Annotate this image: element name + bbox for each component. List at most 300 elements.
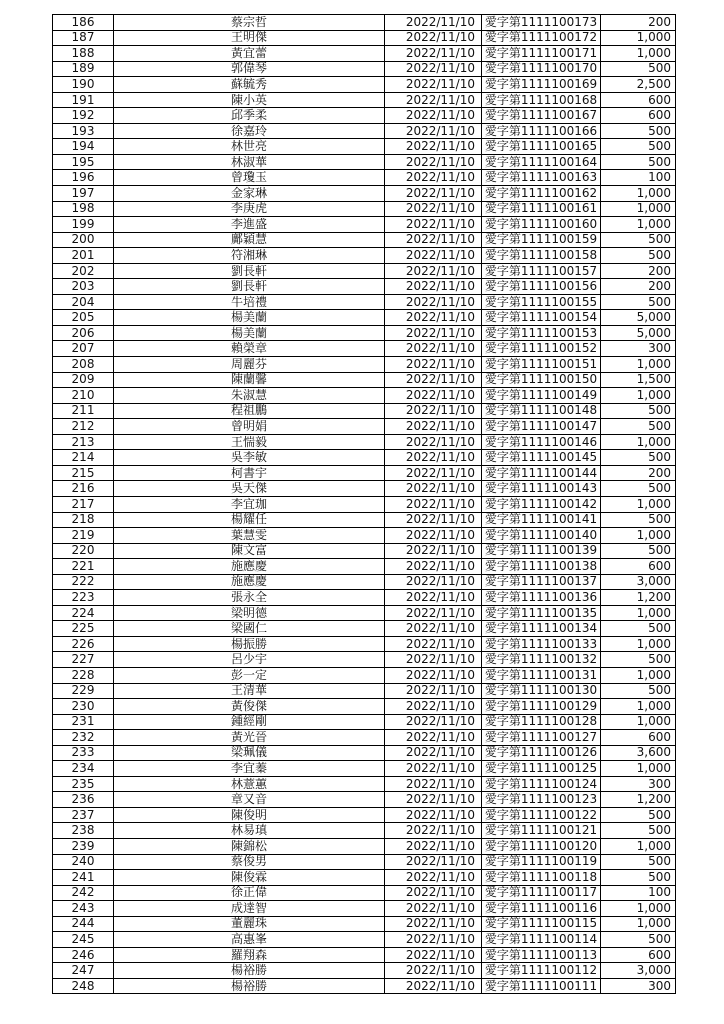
table-row [53, 807, 676, 823]
table-row [53, 590, 676, 606]
donor-name: 曾瓊玉 [114, 170, 385, 186]
table-row [53, 46, 676, 62]
row-number: 230 [53, 699, 114, 715]
receipt-number: 愛字第1111100168 [482, 92, 601, 108]
receipt-number: 愛字第1111100115 [482, 916, 601, 932]
table-row [53, 294, 676, 310]
row-number: 187 [53, 30, 114, 46]
donor-name: 高惠峯 [114, 932, 385, 948]
donation-date: 2022/11/10 [385, 528, 482, 544]
receipt-number: 愛字第1111100153 [482, 325, 601, 341]
receipt-number: 愛字第1111100137 [482, 574, 601, 590]
donation-date: 2022/11/10 [385, 870, 482, 886]
table-row [53, 77, 676, 93]
donation-date: 2022/11/10 [385, 450, 482, 466]
donation-amount: 1,200 [601, 792, 676, 808]
donation-date: 2022/11/10 [385, 652, 482, 668]
donation-date: 2022/11/10 [385, 217, 482, 233]
donation-amount: 500 [601, 481, 676, 497]
donor-name: 黃俊傑 [114, 699, 385, 715]
donation-amount: 100 [601, 170, 676, 186]
row-number: 237 [53, 807, 114, 823]
receipt-number: 愛字第1111100161 [482, 201, 601, 217]
table-row [53, 838, 676, 854]
donor-name: 吳天傑 [114, 481, 385, 497]
row-number: 191 [53, 92, 114, 108]
donation-table-body [53, 15, 676, 994]
row-number: 210 [53, 388, 114, 404]
donation-date: 2022/11/10 [385, 294, 482, 310]
donation-amount: 200 [601, 263, 676, 279]
donation-date: 2022/11/10 [385, 372, 482, 388]
donation-date: 2022/11/10 [385, 139, 482, 155]
row-number: 229 [53, 683, 114, 699]
receipt-number: 愛字第1111100158 [482, 248, 601, 264]
donor-name: 王惴毅 [114, 434, 385, 450]
donor-name: 董麗珠 [114, 916, 385, 932]
donation-amount: 500 [601, 139, 676, 155]
donor-name: 朱淑慧 [114, 388, 385, 404]
row-number: 222 [53, 574, 114, 590]
table-row [53, 186, 676, 202]
donation-date: 2022/11/10 [385, 667, 482, 683]
donation-date: 2022/11/10 [385, 776, 482, 792]
row-number: 233 [53, 745, 114, 761]
donor-name: 鄺穎慧 [114, 232, 385, 248]
row-number: 215 [53, 465, 114, 481]
table-row [53, 357, 676, 373]
donor-name: 張永全 [114, 590, 385, 606]
row-number: 234 [53, 761, 114, 777]
donor-name: 曾明娟 [114, 419, 385, 435]
donor-name: 吳李敏 [114, 450, 385, 466]
donation-amount: 3,600 [601, 745, 676, 761]
donation-date: 2022/11/10 [385, 823, 482, 839]
donor-name: 符湘琳 [114, 248, 385, 264]
receipt-number: 愛字第1111100116 [482, 901, 601, 917]
receipt-number: 愛字第1111100160 [482, 217, 601, 233]
table-row [53, 310, 676, 326]
donation-date: 2022/11/10 [385, 496, 482, 512]
receipt-number: 愛字第1111100140 [482, 528, 601, 544]
row-number: 220 [53, 543, 114, 559]
donation-amount: 500 [601, 403, 676, 419]
row-number: 211 [53, 403, 114, 419]
donor-name: 梁明德 [114, 605, 385, 621]
donation-date: 2022/11/10 [385, 901, 482, 917]
table-row [53, 761, 676, 777]
donation-date: 2022/11/10 [385, 310, 482, 326]
row-number: 213 [53, 434, 114, 450]
table-row [53, 543, 676, 559]
table-row [53, 683, 676, 699]
row-number: 221 [53, 559, 114, 575]
table-row [53, 465, 676, 481]
receipt-number: 愛字第1111100125 [482, 761, 601, 777]
donation-amount: 1,000 [601, 916, 676, 932]
receipt-number: 愛字第1111100166 [482, 123, 601, 139]
donation-date: 2022/11/10 [385, 92, 482, 108]
row-number: 200 [53, 232, 114, 248]
donor-name: 楊裕勝 [114, 963, 385, 979]
donation-date: 2022/11/10 [385, 854, 482, 870]
donation-amount: 500 [601, 512, 676, 528]
row-number: 236 [53, 792, 114, 808]
donor-name: 葉慧雯 [114, 528, 385, 544]
row-number: 195 [53, 154, 114, 170]
donation-date: 2022/11/10 [385, 46, 482, 62]
table-row [53, 963, 676, 979]
receipt-number: 愛字第1111100167 [482, 108, 601, 124]
donation-date: 2022/11/10 [385, 683, 482, 699]
donation-amount: 500 [601, 683, 676, 699]
row-number: 204 [53, 294, 114, 310]
donation-amount: 600 [601, 730, 676, 746]
row-number: 224 [53, 605, 114, 621]
donation-amount: 500 [601, 450, 676, 466]
table-row [53, 699, 676, 715]
donation-amount: 500 [601, 870, 676, 886]
table-row [53, 574, 676, 590]
receipt-number: 愛字第1111100164 [482, 154, 601, 170]
row-number: 209 [53, 372, 114, 388]
table-row [53, 279, 676, 295]
donor-name: 程祖鵬 [114, 403, 385, 419]
receipt-number: 愛字第1111100159 [482, 232, 601, 248]
donor-name: 陳錦松 [114, 838, 385, 854]
row-number: 228 [53, 667, 114, 683]
donor-name: 陳俊明 [114, 807, 385, 823]
receipt-number: 愛字第1111100156 [482, 279, 601, 295]
donation-amount: 500 [601, 932, 676, 948]
receipt-number: 愛字第1111100151 [482, 357, 601, 373]
receipt-number: 愛字第1111100138 [482, 559, 601, 575]
donation-amount: 3,000 [601, 574, 676, 590]
donor-name: 梁國仁 [114, 621, 385, 637]
row-number: 217 [53, 496, 114, 512]
donor-name: 李庚虎 [114, 201, 385, 217]
donor-name: 李宜蓁 [114, 761, 385, 777]
donation-amount: 500 [601, 823, 676, 839]
receipt-number: 愛字第1111100133 [482, 636, 601, 652]
table-row [53, 621, 676, 637]
table-row [53, 885, 676, 901]
table-row [53, 636, 676, 652]
donor-name: 林易瑱 [114, 823, 385, 839]
donation-amount: 500 [601, 807, 676, 823]
row-number: 205 [53, 310, 114, 326]
donor-name: 邱季柔 [114, 108, 385, 124]
row-number: 192 [53, 108, 114, 124]
donation-amount: 1,000 [601, 434, 676, 450]
receipt-number: 愛字第1111100126 [482, 745, 601, 761]
row-number: 242 [53, 885, 114, 901]
donation-amount: 200 [601, 465, 676, 481]
donation-date: 2022/11/10 [385, 636, 482, 652]
donation-amount: 1,000 [601, 217, 676, 233]
donor-name: 蔡宗哲 [114, 15, 385, 31]
donor-name: 林世亮 [114, 139, 385, 155]
table-row [53, 605, 676, 621]
row-number: 216 [53, 481, 114, 497]
donor-name: 施應慶 [114, 559, 385, 575]
row-number: 227 [53, 652, 114, 668]
table-row [53, 388, 676, 404]
receipt-number: 愛字第1111100152 [482, 341, 601, 357]
row-number: 248 [53, 978, 114, 994]
receipt-number: 愛字第1111100112 [482, 963, 601, 979]
row-number: 226 [53, 636, 114, 652]
donor-name: 陳文富 [114, 543, 385, 559]
donation-amount: 300 [601, 978, 676, 994]
table-row [53, 15, 676, 31]
donation-amount: 1,000 [601, 667, 676, 683]
receipt-number: 愛字第1111100150 [482, 372, 601, 388]
donor-name: 楊振勝 [114, 636, 385, 652]
receipt-number: 愛字第1111100111 [482, 978, 601, 994]
donation-amount: 600 [601, 92, 676, 108]
row-number: 206 [53, 325, 114, 341]
receipt-number: 愛字第1111100147 [482, 419, 601, 435]
receipt-number: 愛字第1111100172 [482, 30, 601, 46]
donation-amount: 1,000 [601, 201, 676, 217]
receipt-number: 愛字第1111100120 [482, 838, 601, 854]
donation-date: 2022/11/10 [385, 481, 482, 497]
donation-amount: 200 [601, 279, 676, 295]
donation-date: 2022/11/10 [385, 248, 482, 264]
receipt-number: 愛字第1111100130 [482, 683, 601, 699]
donor-name: 楊美蘭 [114, 325, 385, 341]
donation-date: 2022/11/10 [385, 263, 482, 279]
donation-date: 2022/11/10 [385, 714, 482, 730]
donation-amount: 1,200 [601, 590, 676, 606]
table-row [53, 217, 676, 233]
table-row [53, 108, 676, 124]
receipt-number: 愛字第1111100135 [482, 605, 601, 621]
receipt-number: 愛字第1111100154 [482, 310, 601, 326]
donation-date: 2022/11/10 [385, 201, 482, 217]
row-number: 219 [53, 528, 114, 544]
row-number: 239 [53, 838, 114, 854]
receipt-number: 愛字第1111100145 [482, 450, 601, 466]
receipt-number: 愛字第1111100114 [482, 932, 601, 948]
donor-name: 劉長軒 [114, 279, 385, 295]
donation-date: 2022/11/10 [385, 559, 482, 575]
row-number: 241 [53, 870, 114, 886]
row-number: 244 [53, 916, 114, 932]
donation-date: 2022/11/10 [385, 434, 482, 450]
donation-amount: 500 [601, 419, 676, 435]
donation-amount: 5,000 [601, 310, 676, 326]
donation-date: 2022/11/10 [385, 186, 482, 202]
donor-name: 蘇毓秀 [114, 77, 385, 93]
donation-amount: 1,000 [601, 605, 676, 621]
donation-date: 2022/11/10 [385, 761, 482, 777]
donation-amount: 3,000 [601, 963, 676, 979]
row-number: 218 [53, 512, 114, 528]
donation-amount: 100 [601, 885, 676, 901]
table-row [53, 512, 676, 528]
donation-amount: 1,000 [601, 46, 676, 62]
receipt-number: 愛字第1111100131 [482, 667, 601, 683]
table-row [53, 870, 676, 886]
table-row [53, 201, 676, 217]
donation-date: 2022/11/10 [385, 30, 482, 46]
donor-name: 楊美蘭 [114, 310, 385, 326]
row-number: 243 [53, 901, 114, 917]
row-number: 231 [53, 714, 114, 730]
row-number: 186 [53, 15, 114, 31]
table-row [53, 30, 676, 46]
table-row [53, 325, 676, 341]
row-number: 188 [53, 46, 114, 62]
table-row [53, 341, 676, 357]
table-row [53, 652, 676, 668]
donation-amount: 500 [601, 854, 676, 870]
donation-date: 2022/11/10 [385, 932, 482, 948]
receipt-number: 愛字第1111100148 [482, 403, 601, 419]
table-row [53, 932, 676, 948]
table-row [53, 403, 676, 419]
donor-name: 賴榮章 [114, 341, 385, 357]
row-number: 202 [53, 263, 114, 279]
donation-table [52, 14, 676, 994]
row-number: 240 [53, 854, 114, 870]
donation-amount: 1,500 [601, 372, 676, 388]
donation-amount: 1,000 [601, 761, 676, 777]
donor-name: 成達智 [114, 901, 385, 917]
donor-name: 蔡俊男 [114, 854, 385, 870]
table-row [53, 92, 676, 108]
donation-date: 2022/11/10 [385, 807, 482, 823]
donation-amount: 600 [601, 108, 676, 124]
donation-amount: 5,000 [601, 325, 676, 341]
receipt-number: 愛字第1111100171 [482, 46, 601, 62]
table-row [53, 792, 676, 808]
donation-amount: 200 [601, 15, 676, 31]
receipt-number: 愛字第1111100143 [482, 481, 601, 497]
receipt-number: 愛字第1111100129 [482, 699, 601, 715]
row-number: 198 [53, 201, 114, 217]
donor-name: 黃宜蕾 [114, 46, 385, 62]
row-number: 238 [53, 823, 114, 839]
donation-amount: 500 [601, 248, 676, 264]
row-number: 201 [53, 248, 114, 264]
donor-name: 周麗芬 [114, 357, 385, 373]
donor-name: 陳蘭馨 [114, 372, 385, 388]
donor-name: 牛培禮 [114, 294, 385, 310]
donation-date: 2022/11/10 [385, 77, 482, 93]
receipt-number: 愛字第1111100157 [482, 263, 601, 279]
row-number: 223 [53, 590, 114, 606]
row-number: 235 [53, 776, 114, 792]
donor-name: 楊裕勝 [114, 978, 385, 994]
table-row [53, 481, 676, 497]
donation-amount: 500 [601, 123, 676, 139]
row-number: 247 [53, 963, 114, 979]
donation-date: 2022/11/10 [385, 792, 482, 808]
donation-date: 2022/11/10 [385, 838, 482, 854]
table-row [53, 714, 676, 730]
donor-name: 鍾經剛 [114, 714, 385, 730]
receipt-number: 愛字第1111100173 [482, 15, 601, 31]
receipt-number: 愛字第1111100127 [482, 730, 601, 746]
donation-date: 2022/11/10 [385, 357, 482, 373]
receipt-number: 愛字第1111100144 [482, 465, 601, 481]
receipt-number: 愛字第1111100146 [482, 434, 601, 450]
donor-name: 劉長軒 [114, 263, 385, 279]
donation-amount: 500 [601, 61, 676, 77]
row-number: 197 [53, 186, 114, 202]
donation-amount: 500 [601, 294, 676, 310]
donation-amount: 500 [601, 652, 676, 668]
donation-date: 2022/11/10 [385, 15, 482, 31]
table-row [53, 372, 676, 388]
donation-amount: 1,000 [601, 528, 676, 544]
donor-name: 李進盛 [114, 217, 385, 233]
donor-name: 陳俊霖 [114, 870, 385, 886]
donor-name: 金家琳 [114, 186, 385, 202]
receipt-number: 愛字第1111100139 [482, 543, 601, 559]
receipt-number: 愛字第1111100141 [482, 512, 601, 528]
donation-date: 2022/11/10 [385, 123, 482, 139]
donation-amount: 1,000 [601, 636, 676, 652]
table-row [53, 559, 676, 575]
donor-name: 黃光晉 [114, 730, 385, 746]
table-row [53, 730, 676, 746]
row-number: 245 [53, 932, 114, 948]
donor-name: 郭偉琴 [114, 61, 385, 77]
row-number: 207 [53, 341, 114, 357]
table-row [53, 745, 676, 761]
donor-name: 呂少宇 [114, 652, 385, 668]
receipt-number: 愛字第1111100128 [482, 714, 601, 730]
donor-name: 柯書宇 [114, 465, 385, 481]
row-number: 190 [53, 77, 114, 93]
donation-date: 2022/11/10 [385, 699, 482, 715]
receipt-number: 愛字第1111100155 [482, 294, 601, 310]
donation-date: 2022/11/10 [385, 621, 482, 637]
receipt-number: 愛字第1111100163 [482, 170, 601, 186]
donation-amount: 500 [601, 621, 676, 637]
donation-date: 2022/11/10 [385, 232, 482, 248]
donor-name: 楊耀任 [114, 512, 385, 528]
donation-amount: 1,000 [601, 496, 676, 512]
donor-name: 陳小英 [114, 92, 385, 108]
donor-name: 章又音 [114, 792, 385, 808]
table-row [53, 139, 676, 155]
row-number: 208 [53, 357, 114, 373]
donation-date: 2022/11/10 [385, 605, 482, 621]
donation-date: 2022/11/10 [385, 170, 482, 186]
donation-date: 2022/11/10 [385, 341, 482, 357]
receipt-number: 愛字第1111100149 [482, 388, 601, 404]
table-row [53, 170, 676, 186]
donation-date: 2022/11/10 [385, 978, 482, 994]
table-row [53, 947, 676, 963]
donor-name: 梁珮儀 [114, 745, 385, 761]
donor-name: 徐嘉玲 [114, 123, 385, 139]
receipt-number: 愛字第1111100121 [482, 823, 601, 839]
donor-name: 王明傑 [114, 30, 385, 46]
table-row [53, 901, 676, 917]
donation-amount: 1,000 [601, 901, 676, 917]
donation-date: 2022/11/10 [385, 730, 482, 746]
table-row [53, 978, 676, 994]
donation-date: 2022/11/10 [385, 419, 482, 435]
donation-date: 2022/11/10 [385, 465, 482, 481]
receipt-number: 愛字第1111100122 [482, 807, 601, 823]
